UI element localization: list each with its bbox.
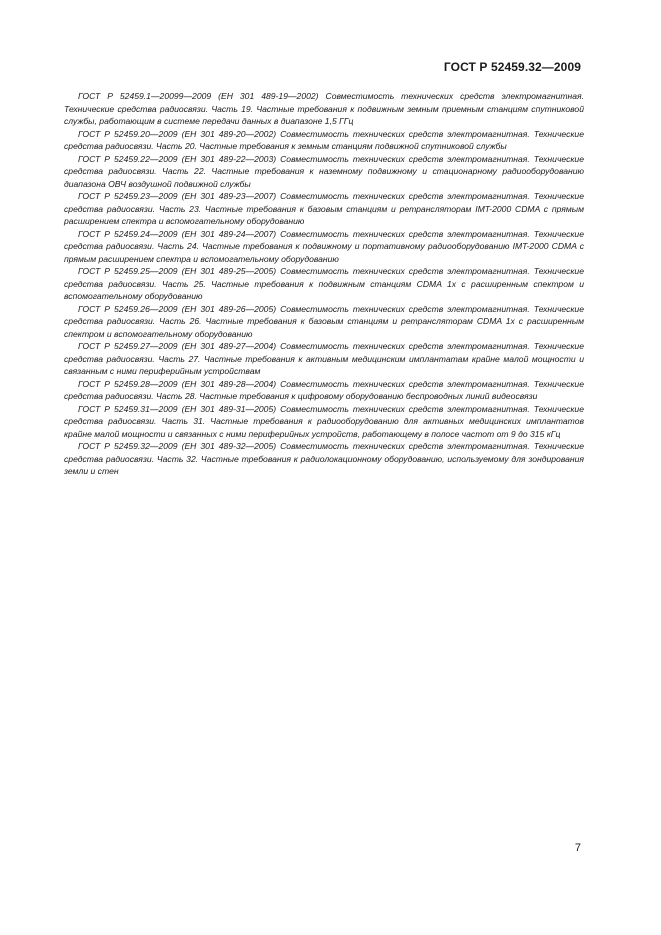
reference-item: ГОСТ Р 52459.22—2009 (ЕН 301 489-22—2003) Совместимость технических средств электромагнитная. Технические средства радиосвязи. Часть 22. Частные требования к наземному подвижному и стационарному радиооборудованию диапазона ОВЧ воздушной подвижной службы — [64, 153, 584, 189]
reference-item: ГОСТ Р 52459.26—2009 (ЕН 301 489-26—2005) Совместимость технических средств электромагнитная. Технические средства радиосвязи. Часть 26. Частные требования к базовым станциям и ретрансляторам CDMA 1x с расширенным спектром и вспомогательному оборудованию — [64, 303, 584, 339]
reference-item: ГОСТ Р 52459.27—2009 (ЕН 301 489-27—2004) Совместимость технических средств электромагнитная. Технические средства радиосвязи. Часть 27. Частные требования к активным медицинским имплантатам крайне малой мощности и связанным с ними периферийным устройствам — [64, 341, 584, 376]
reference-item: ГОСТ Р 52459.24—2009 (ЕН 301 489-24—2007) Совместимость технических средств электромагнитная. Технические средства радиосвязи. Часть 24. Частные требования к подвижному и портативному радиооборудованию IMT-2000 CDMA с прямым расширением спектра и вспомогательному оборудованию — [64, 228, 584, 264]
reference-item: ГОСТ Р 52459.31—2009 (ЕН 301 489-31—2005) Совместимость технических средств электромагнитная. Технические средства радиосвязи. Часть 31. Частные требования к радиооборудованию для активных медицинских имплантатов крайне малой мощности и связанных с ними периферийных устройств, работающему в полосе частот от 9 до 315 кГц — [64, 403, 584, 439]
reference-item: ГОСТ Р 52459.25—2009 (ЕН 301 489-25—2005) Совместимость технических средств электромагнитная. Технические средства радиосвязи. Часть 25. Частные требования к подвижным станциям CDMA 1x с расширенным спектром и вспомогательному оборудованию — [64, 266, 584, 301]
reference-item: ГОСТ Р 52459.1—20099—2009 (ЕН 301 489-19—2002) Совместимость технических средств электромагнитная. Технические средства радиосвязи. Часть 19. Частные требования к подвижным земным приемным станциям спутниковой службы, работающим в системе передачи данных в диапазоне 1,5 ГГц — [64, 91, 584, 126]
reference-item: ГОСТ Р 52459.32—2009 (ЕН 301 489-32—2005) Совместимость технических средств электромагнитная. Технические средства радиосвязи. Часть 32. Частные требования к радиолокационному оборудованию, используемому для зондирования земли и стен — [64, 441, 584, 476]
reference-item: ГОСТ Р 52459.23—2009 (ЕН 301 489-23—2007) Совместимость технических средств электромагнитная. Технические средства радиосвязи. Часть 23. Частные требования к базовым станциям и ретрансляторам IMT-2000 CDMA с прямым расширением спектра и вспомогательному оборудованию — [64, 191, 584, 226]
reference-item: ГОСТ Р 52459.28—2009 (ЕН 301 489-28—2004) Совместимость технических средств электромагнитная. Технические средства радиосвязи. Часть 28. Частные требования к цифровому оборудованию беспроводных линий видеосвязи — [64, 378, 584, 401]
document-number-header: ГОСТ Р 52459.32—2009 — [443, 60, 581, 74]
page-number: 7 — [574, 842, 581, 854]
reference-list — [64, 90, 584, 478]
reference-item: ГОСТ Р 52459.20—2009 (ЕН 301 489-20—2002) Совместимость технических средств электромагнитная. Технические средства радиосвязи. Часть 20. Частные требования к земным станциям подвижной спутниковой службы — [64, 128, 584, 151]
